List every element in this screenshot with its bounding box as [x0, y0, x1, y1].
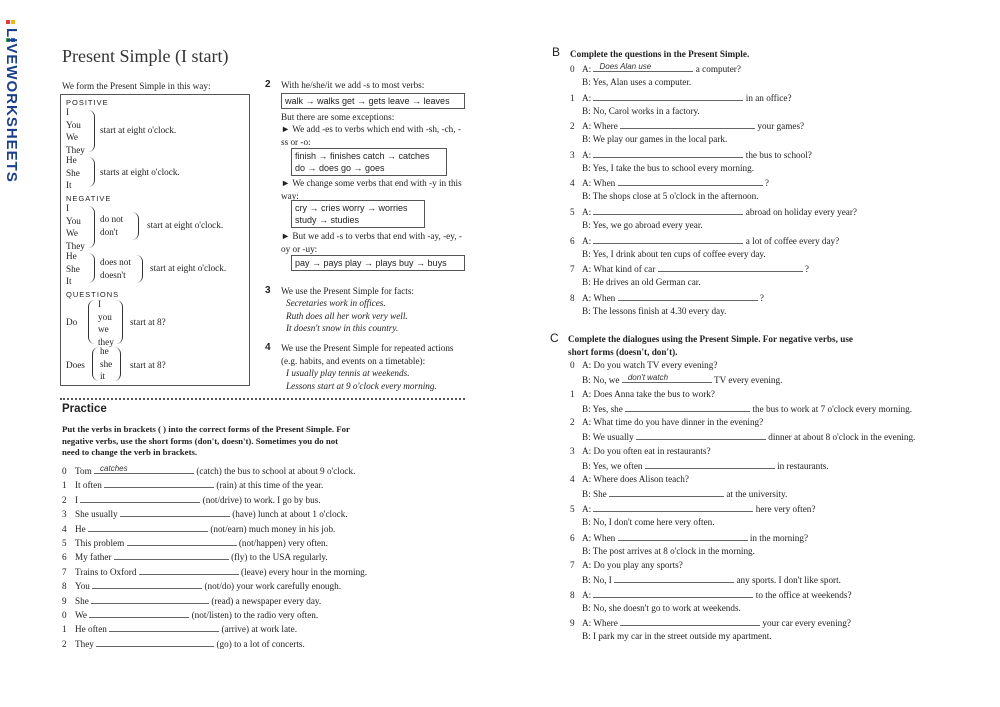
speaker-a: A: When: [582, 292, 616, 303]
question-rest: ?: [759, 292, 764, 303]
speaker-b: B: No, I don't come here very often.: [582, 517, 715, 527]
item-rest: (not/do) your work carefully enough.: [204, 581, 341, 592]
item-number: 8: [62, 581, 67, 592]
speaker-a: A: What kind of car: [582, 264, 656, 275]
speaker-b: B: No, she doesn't go to work at weekends.: [582, 602, 741, 613]
speaker-a: A:: [582, 235, 592, 246]
item-prompt: You: [75, 581, 90, 592]
item-number: 4: [62, 523, 67, 534]
speaker-b: B: We usually: [582, 432, 634, 443]
answer-blank[interactable]: [618, 292, 758, 301]
item-number: 8: [570, 292, 575, 303]
brace: [88, 253, 95, 283]
liveworksheets-logo: [2, 6, 22, 206]
item-rest: (catch) the bus to school at about 9 o'clock.: [196, 466, 356, 476]
speaker-a: A: When: [582, 532, 616, 543]
practice-item: [62, 623, 297, 634]
item-number: 2: [62, 494, 67, 505]
item-number: 5: [62, 538, 67, 548]
section-b-title: Complete the questions in the Present Simple.: [570, 49, 750, 59]
speaker-a: A: Do you often eat in restaurants?: [582, 445, 711, 456]
answer-line: [582, 488, 787, 499]
practice-item: [62, 537, 328, 548]
practice-item: [62, 638, 305, 649]
item-rest: (not/happen) very often.: [238, 538, 328, 548]
note-2-ay: ► But we add -s to verbs that end with -ay, -ey, -oy or -uy:: [281, 231, 462, 254]
practice-item: [62, 595, 321, 606]
practice-heading: Practice: [62, 403, 107, 415]
answer-line: [582, 403, 912, 414]
speaker-b: B: I park my car in the street outside my apartment.: [582, 631, 772, 642]
note-2-examples: walk → walks get → gets leave → leaves: [281, 93, 465, 109]
answer-rest: the bus to work at 7 o'clock every morning.: [752, 403, 913, 414]
logo-icon: [6, 12, 16, 26]
question-line: [570, 503, 815, 514]
section-c-title: Complete the dialogues using the Present Simple. For negative verbs, use short forms (doesn't, don't).: [568, 334, 853, 357]
question-rest: the bus to school?: [745, 149, 812, 160]
practice-item: [62, 479, 323, 490]
q1-subjects: I you we they: [98, 299, 114, 347]
speaker-a: A:: [582, 207, 592, 217]
item-rest: (leave) every hour in the morning.: [241, 566, 368, 577]
practice-item: [62, 494, 321, 505]
item-number: 5: [570, 504, 575, 514]
speaker-a: A:: [582, 589, 592, 600]
question-rest: your games?: [757, 121, 805, 132]
brace: [88, 110, 95, 152]
answer-line: [582, 517, 715, 527]
question-line: [570, 360, 717, 370]
question-rest: to the office at weekends?: [755, 589, 852, 600]
questions-label: QUESTIONS: [66, 290, 120, 299]
answer-blank[interactable]: [109, 623, 219, 632]
item-number: 2: [62, 638, 67, 649]
practice-instructions: Put the verbs in brackets ( ) into the correct forms of the Present Simple. For negative verbs, use the short forms (don't, doesn't). Sometimes you do not need to change the verb in brackets.: [62, 424, 350, 457]
note-2-y: ► We change some verbs that end with -y in this way:: [281, 178, 462, 201]
answer-blank[interactable]: [92, 580, 202, 589]
item-number: 6: [570, 532, 575, 543]
answer-blank[interactable]: [593, 589, 753, 598]
answer-blank[interactable]: [618, 177, 763, 186]
item-number: 1: [570, 92, 575, 103]
item-prompt: We: [75, 610, 88, 620]
divider: [60, 398, 465, 400]
answer-line: B: The lessons finish at 4.30 every day.: [582, 305, 727, 316]
brace: [116, 300, 123, 344]
neg1-subjects: I You We They: [66, 203, 85, 251]
note-3-text: We use the Present Simple for facts:: [281, 286, 414, 296]
question-line: [570, 263, 809, 274]
brand-name: LIVEWORKSHEETS: [3, 28, 20, 183]
brace: [88, 300, 95, 344]
answer-rest: dinner at about 8 o'clock in the evening.: [768, 432, 916, 443]
answer-rest: TV every evening.: [713, 375, 783, 385]
handwritten-answer: don't watch: [627, 373, 669, 382]
speaker-b: B: The post arrives at 8 o'clock in the morning.: [582, 545, 755, 556]
speaker-a: A:: [582, 504, 592, 514]
item-rest: (arrive) at work late.: [221, 624, 297, 635]
item-prompt: This problem: [75, 538, 125, 548]
item-number: 6: [62, 552, 67, 563]
answer-line: [582, 631, 772, 641]
practice-item: [62, 551, 328, 562]
item-number: 7: [570, 264, 575, 275]
item-prompt: He often: [75, 624, 107, 635]
answer-blank[interactable]: [614, 574, 734, 583]
question-line: [570, 92, 792, 103]
brace: [136, 255, 143, 283]
answer-blank[interactable]: [91, 595, 209, 604]
grammar-intro: We form the Present Simple in this way:: [62, 81, 211, 91]
question-rest: a lot of coffee every day?: [745, 235, 840, 246]
question-rest: abroad on holiday every year?: [745, 207, 858, 217]
answer-blank[interactable]: [658, 263, 803, 272]
question-line: [570, 589, 852, 600]
answer-line: [582, 460, 829, 471]
item-number: 0: [62, 610, 67, 620]
practice-item: [62, 609, 318, 620]
answer-blank[interactable]: [593, 63, 693, 72]
answer-line: [582, 603, 741, 613]
item-number: 1: [62, 480, 67, 491]
item-rest: (read) a newspaper every day.: [211, 595, 322, 606]
question-line: [570, 177, 769, 188]
answer-line: B: Yes, Alan uses a computer.: [582, 77, 692, 87]
answer-line: [582, 374, 782, 385]
speaker-b: B: No, I: [582, 575, 612, 586]
answer-line: [582, 431, 915, 442]
q2-verb: start at 8?: [130, 360, 166, 370]
answer-blank[interactable]: [89, 609, 189, 618]
q1-verb: start at 8?: [130, 317, 166, 327]
item-number: 1: [570, 388, 575, 399]
item-prompt: I: [75, 494, 79, 505]
answer-blank[interactable]: [620, 120, 755, 129]
question-line: [570, 235, 839, 246]
handwritten-answer: Does Alan use: [599, 62, 652, 71]
speaker-b: B: She: [582, 489, 607, 500]
item-rest: (have) lunch at about 1 o'clock.: [232, 509, 348, 520]
speaker-a: A: Where does Alison teach?: [582, 474, 689, 485]
answer-blank[interactable]: [593, 92, 743, 101]
answer-rest: in restaurants.: [777, 460, 829, 471]
item-prompt: It often: [75, 480, 102, 491]
neg1-verb: start at eight o'clock.: [147, 220, 224, 230]
answer-blank[interactable]: [88, 523, 208, 532]
pos2-verb: starts at eight o'clock.: [100, 167, 180, 177]
item-prompt: They: [75, 638, 94, 649]
item-number: 2: [570, 121, 575, 132]
speaker-a: A:: [582, 92, 592, 103]
note-2-y-examples: cry → cries worry → worries study → studies: [291, 200, 425, 228]
positive-label: POSITIVE: [66, 98, 109, 107]
neg1-aux: do not don't: [100, 214, 124, 237]
brace: [132, 212, 139, 240]
question-line: [570, 292, 764, 303]
note-2-text: With he/she/it we add -s to most verbs:: [281, 80, 425, 90]
question-rest: ?: [804, 264, 809, 275]
speaker-a: A:: [582, 149, 592, 160]
answer-blank[interactable]: [139, 566, 239, 575]
speaker-b: B: Yes, we often: [582, 460, 643, 471]
neg2-aux: does not doesn't: [100, 257, 131, 280]
answer-blank[interactable]: [645, 460, 775, 469]
speaker-a: A:: [582, 64, 592, 74]
answer-line: B: We play our games in the local park.: [582, 134, 728, 145]
note-2-es-examples: finish → finishes catch → catches do → does go → goes: [291, 148, 447, 176]
answer-line: [582, 574, 841, 585]
question-rest: your car every evening?: [762, 618, 851, 629]
item-number: 7: [570, 560, 575, 571]
answer-line: B: No, Carol works in a factory.: [582, 105, 700, 116]
speaker-a: A: What time do you have dinner in the evening?: [582, 417, 764, 428]
item-number: 4: [570, 474, 575, 485]
answer-blank[interactable]: [593, 149, 743, 158]
answer-blank[interactable]: [622, 374, 712, 383]
question-line: [570, 389, 715, 399]
answer-line: [582, 546, 755, 556]
question-line: [570, 446, 711, 456]
question-rest: in an office?: [745, 92, 792, 103]
item-number: 3: [570, 149, 575, 160]
practice-item: [62, 523, 335, 534]
question-line: [570, 560, 683, 570]
answer-line: B: Yes, I take the bus to school every morning.: [582, 162, 754, 173]
item-prompt: Trains to Oxford: [75, 566, 137, 577]
item-number: 4: [570, 178, 575, 189]
item-number: 1: [62, 624, 67, 635]
item-number: 2: [570, 417, 575, 428]
answer-rest: any sports. I don't like sport.: [736, 575, 841, 586]
answer-blank[interactable]: [620, 617, 760, 626]
note-number: 3: [265, 285, 271, 296]
answer-blank[interactable]: [625, 403, 750, 412]
item-number: 6: [570, 235, 575, 246]
item-prompt: She usually: [75, 509, 118, 520]
answer-blank[interactable]: [593, 206, 743, 215]
question-line: [570, 206, 857, 217]
answer-blank[interactable]: [593, 503, 753, 512]
item-rest: (rain) at this time of the year.: [216, 480, 324, 491]
q2-aux: Does: [66, 360, 85, 370]
speaker-a: A: Where: [582, 618, 618, 629]
item-rest: (fly) to the USA regularly.: [231, 552, 328, 563]
question-rest: in the morning?: [749, 532, 809, 543]
answer-blank[interactable]: [120, 508, 230, 517]
item-number: 8: [570, 589, 575, 600]
speaker-a: A: Does Anna take the bus to work?: [582, 388, 715, 399]
item-number: 3: [62, 509, 67, 520]
answer-blank[interactable]: [593, 235, 743, 244]
note-4-examples: I usually play tennis at weekends. Lessons start at 9 o'clock every morning.: [286, 368, 437, 391]
item-number: 7: [62, 566, 67, 577]
item-number: 9: [62, 595, 67, 606]
note-4-text: We use the Present Simple for repeated actions (e.g. habits, and events on a timetable):: [281, 343, 454, 366]
item-rest: (not/listen) to the radio very often.: [191, 610, 319, 620]
brace: [88, 157, 95, 187]
speaker-a: A: Where: [582, 121, 618, 132]
item-prompt: Tom: [75, 466, 92, 476]
speaker-a: A: When: [582, 178, 616, 189]
item-number: 9: [570, 618, 575, 629]
answer-blank[interactable]: [636, 431, 766, 440]
note-2-es: ► We add -es to verbs which end with -sh, -ch, -ss or -o:: [281, 124, 461, 147]
neg2-subjects: He She It: [66, 251, 80, 287]
page-title: Present Simple (I start): [62, 46, 229, 66]
negative-label: NEGATIVE: [66, 194, 112, 203]
answer-line: B: He drives an old German car.: [582, 277, 701, 288]
item-rest: (not/earn) much money in his job.: [210, 523, 336, 534]
item-prompt: My father: [75, 552, 112, 563]
item-prompt: He: [75, 523, 86, 534]
item-rest: (go) to a lot of concerts.: [216, 638, 305, 649]
speaker-b: B: No, we: [582, 375, 620, 385]
pos2-subjects: He She It: [66, 155, 80, 191]
section-c-letter: C: [550, 331, 559, 345]
question-rest: here very often?: [755, 504, 816, 514]
item-number: 5: [570, 207, 575, 217]
question-line: [570, 617, 851, 628]
answer-blank[interactable]: [618, 532, 748, 541]
note-2-exceptions: But there are some exceptions:: [281, 112, 395, 122]
practice-item: [62, 465, 355, 476]
item-prompt: She: [75, 595, 89, 606]
question-rest: a computer?: [695, 64, 741, 74]
question-rest: ?: [764, 178, 769, 189]
answer-blank[interactable]: [94, 465, 194, 474]
answer-blank[interactable]: [80, 494, 200, 503]
item-rest: (not/drive) to work. I go by bus.: [202, 494, 321, 505]
note-2-ay-examples: pay → pays play → plays buy → buys: [291, 255, 465, 271]
answer-blank[interactable]: [96, 638, 214, 647]
answer-rest: at the university.: [726, 489, 788, 500]
item-number: 3: [570, 445, 575, 456]
pos1-subjects: I You We They: [66, 107, 85, 155]
answer-line: B: The shops close at 5 o'clock in the afternoon.: [582, 191, 759, 202]
handwritten-answer: catches: [100, 464, 128, 473]
question-line: [570, 63, 741, 74]
speaker-b: B: Yes, she: [582, 403, 623, 414]
answer-blank[interactable]: [104, 479, 214, 488]
speaker-a: A: Do you watch TV every evening?: [582, 360, 718, 370]
question-line: [570, 532, 808, 543]
practice-item: [62, 580, 341, 591]
brace: [92, 347, 99, 381]
question-line: [570, 149, 812, 160]
note-3-examples: Secretaries work in offices. Ruth does all her work very well. It doesn't snow in this country.: [286, 298, 408, 334]
note-number: 4: [265, 342, 271, 353]
practice-item: [62, 566, 367, 577]
item-number: 0: [570, 360, 575, 370]
answer-line: B: Yes, we go abroad every year.: [582, 220, 703, 230]
q2-subjects: he she it: [100, 346, 113, 382]
practice-item: [62, 508, 348, 519]
item-number: 0: [570, 64, 575, 74]
answer-line: B: Yes, I drink about ten cups of coffee every day.: [582, 248, 766, 259]
answer-blank[interactable]: [127, 537, 237, 546]
question-line: [570, 120, 804, 131]
neg2-verb: start at eight o'clock.: [150, 263, 227, 273]
brace: [88, 206, 95, 248]
item-number: 0: [62, 466, 67, 476]
note-number: 2: [265, 79, 271, 90]
brace: [114, 347, 121, 381]
section-b-letter: B: [552, 45, 561, 59]
answer-blank[interactable]: [114, 551, 229, 560]
speaker-a: A: Do you play any sports?: [582, 560, 683, 571]
question-line: [570, 474, 689, 484]
answer-blank[interactable]: [609, 488, 724, 497]
pos1-verb: start at eight o'clock.: [100, 125, 177, 135]
question-line: [570, 417, 763, 427]
q1-aux: Do: [66, 317, 78, 327]
